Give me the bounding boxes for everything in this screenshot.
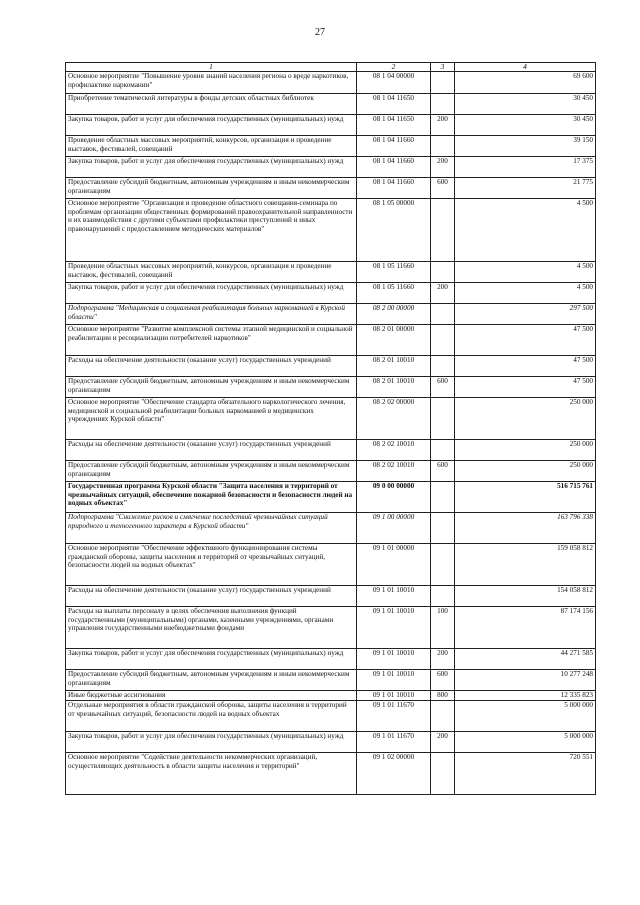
row-group [431, 440, 455, 461]
row-group: 600 [431, 178, 455, 199]
row-group [431, 325, 455, 356]
row-code: 08 1 05 11660 [357, 262, 431, 283]
row-group [431, 398, 455, 440]
budget-table [65, 62, 596, 795]
row-group [431, 94, 455, 115]
row-group [431, 701, 455, 732]
row-name: Основное мероприятие "Обеспечение эффективного функционирования системы гражданской обороны, защиты населения и территорий от чрезвычайных ситуаций, безопасности людей на водных объектах" [66, 544, 357, 586]
row-code: 08 1 05 11660 [357, 283, 431, 304]
row-group: 600 [431, 377, 455, 398]
row-amount: 5 000 000 [455, 732, 596, 753]
table-row [66, 544, 596, 586]
table-row [66, 586, 596, 607]
row-group: 200 [431, 115, 455, 136]
table-row [66, 178, 596, 199]
row-group [431, 544, 455, 586]
row-name: Основное мероприятие "Развитие комплексной системы этапной медицинской и социальной реабилитации и ресоциализации потребителей наркотиков" [66, 325, 357, 356]
row-amount: 4 500 [455, 262, 596, 283]
row-amount: 87 174 156 [455, 607, 596, 649]
row-amount: 5 000 000 [455, 701, 596, 732]
row-group: 600 [431, 670, 455, 691]
table-row [66, 461, 596, 482]
row-code: 08 1 04 11650 [357, 115, 431, 136]
row-group [431, 356, 455, 377]
row-name: Предоставление субсидий бюджетным, автономным учреждениям и иным некоммерческим организациям [66, 377, 357, 398]
row-group: 800 [431, 691, 455, 701]
row-name: Предоставление субсидий бюджетным, автономным учреждениям и иным некоммерческим организациям [66, 178, 357, 199]
row-amount: 69 600 [455, 72, 596, 94]
row-amount: 163 796 338 [455, 513, 596, 544]
row-name: Предоставление субсидий бюджетным, автономным учреждениям и иным некоммерческим организациям [66, 670, 357, 691]
column-header: 4 [455, 63, 596, 72]
row-code: 09 1 01 10010 [357, 691, 431, 701]
row-code: 08 1 04 11660 [357, 136, 431, 157]
row-group [431, 136, 455, 157]
row-amount: 720 551 [455, 753, 596, 795]
table-row [66, 356, 596, 377]
row-code: 09 1 01 11670 [357, 701, 431, 732]
row-group [431, 199, 455, 262]
row-name: Закупка товаров, работ и услуг для обеспечения государственных (муниципальных) нужд [66, 649, 357, 670]
row-amount: 44 271 585 [455, 649, 596, 670]
table-row [66, 199, 596, 262]
table-row [66, 691, 596, 701]
row-code: 09 1 01 00000 [357, 544, 431, 586]
row-name: Основное мероприятие "Организация и проведение областного совещания-семинара по проблемам организации общественных формирований правоохранительной направленности и их взаимодействия с другими субъектами профилактики преступлений и иных правонарушений с предоставлением методических материалов" [66, 199, 357, 262]
row-name: Предоставление субсидий бюджетным, автономным учреждениям и иным некоммерческим организациям [66, 461, 357, 482]
row-name: Основное мероприятие "Содействие деятельности некоммерческих организаций, осуществляющих деятельность в области защиты населения и территорий" [66, 753, 357, 795]
row-amount: 4 500 [455, 199, 596, 262]
table-row [66, 136, 596, 157]
row-name: Государственная программа Курской области "Защита населения и территорий от чрезвычайных ситуаций, обеспечение пожарной безопасности и безопасности людей на водных объектах" [66, 482, 357, 513]
row-name: Подпрограмма "Медицинская и социальная реабилитация больных наркоманией в Курской области" [66, 304, 357, 325]
row-amount: 297 500 [455, 304, 596, 325]
row-group [431, 482, 455, 513]
row-name: Иные бюджетные ассигнования [66, 691, 357, 701]
row-code: 08 2 01 10010 [357, 356, 431, 377]
row-code: 08 1 04 00000 [357, 72, 431, 94]
row-code: 09 1 01 10010 [357, 586, 431, 607]
row-group: 200 [431, 283, 455, 304]
row-group: 200 [431, 157, 455, 178]
row-group: 200 [431, 649, 455, 670]
row-group [431, 513, 455, 544]
table-row [66, 753, 596, 795]
row-name: Закупка товаров, работ и услуг для обеспечения государственных (муниципальных) нужд [66, 283, 357, 304]
row-code: 08 2 02 10010 [357, 461, 431, 482]
row-code: 09 1 01 10010 [357, 670, 431, 691]
row-amount: 12 335 823 [455, 691, 596, 701]
table-row [66, 283, 596, 304]
row-code: 09 1 01 11670 [357, 732, 431, 753]
page-number: 27 [315, 27, 325, 38]
row-name: Расходы на обеспечение деятельности (оказание услуг) государственных учреждений [66, 586, 357, 607]
table-row [66, 157, 596, 178]
row-amount: 17 375 [455, 157, 596, 178]
row-code: 08 2 01 00000 [357, 325, 431, 356]
row-amount: 250 000 [455, 398, 596, 440]
table-row [66, 649, 596, 670]
row-amount: 30 450 [455, 115, 596, 136]
header-row [66, 63, 596, 72]
row-name: Приобретение тематической литературы в фонды детских областных библиотек [66, 94, 357, 115]
row-group [431, 304, 455, 325]
table-row [66, 94, 596, 115]
row-amount: 10 277 248 [455, 670, 596, 691]
row-group [431, 262, 455, 283]
row-amount: 47 500 [455, 377, 596, 398]
row-group: 100 [431, 607, 455, 649]
row-name: Закупка товаров, работ и услуг для обеспечения государственных (муниципальных) нужд [66, 115, 357, 136]
row-amount: 30 450 [455, 94, 596, 115]
table-row [66, 732, 596, 753]
table-row [66, 482, 596, 513]
table-row [66, 701, 596, 732]
row-amount: 39 150 [455, 136, 596, 157]
row-group: 200 [431, 732, 455, 753]
row-name: Закупка товаров, работ и услуг для обеспечения государственных (муниципальных) нужд [66, 157, 357, 178]
row-amount: 516 715 761 [455, 482, 596, 513]
table-row [66, 670, 596, 691]
row-name: Основное мероприятие "Обеспечение стандарта обязательного наркологического лечения, медицинской и социальной реабилитации больных наркоманией в медицинских учреждениях Курской области" [66, 398, 357, 440]
table-row [66, 325, 596, 356]
table-row [66, 398, 596, 440]
row-code: 08 1 04 11660 [357, 178, 431, 199]
table-row [66, 513, 596, 544]
row-group [431, 72, 455, 94]
row-code: 08 2 02 00000 [357, 398, 431, 440]
row-code: 09 1 02 00000 [357, 753, 431, 795]
row-amount: 47 500 [455, 325, 596, 356]
row-amount: 159 058 812 [455, 544, 596, 586]
row-group: 600 [431, 461, 455, 482]
row-amount: 250 000 [455, 461, 596, 482]
row-code: 08 1 05 00000 [357, 199, 431, 262]
row-name: Расходы на обеспечение деятельности (оказание услуг) государственных учреждений [66, 440, 357, 461]
row-code: 08 2 02 10010 [357, 440, 431, 461]
column-header: 2 [357, 63, 431, 72]
table-row [66, 115, 596, 136]
row-name: Проведение областных массовых мероприятий, конкурсов, организация и проведение выставок, фестивалей, совещаний [66, 136, 357, 157]
row-group [431, 753, 455, 795]
column-header: 1 [66, 63, 357, 72]
row-amount: 4 500 [455, 283, 596, 304]
table-row [66, 377, 596, 398]
row-code: 09 1 00 00000 [357, 513, 431, 544]
table-row [66, 304, 596, 325]
row-name: Расходы на выплаты персоналу в целях обеспечения выполнения функций государственными (муниципальными) органами, казенными учреждениями, органами управления государственными внебюджетными фондами [66, 607, 357, 649]
row-amount: 21 775 [455, 178, 596, 199]
row-name: Отдельные мероприятия в области гражданской обороны, защиты населения и территорий от чрезвычайных ситуаций, безопасности людей на водных объектах [66, 701, 357, 732]
table-row [66, 607, 596, 649]
row-code: 09 0 00 00000 [357, 482, 431, 513]
row-code: 08 2 01 10010 [357, 377, 431, 398]
row-code: 09 1 01 10010 [357, 649, 431, 670]
row-code: 09 1 01 10010 [357, 607, 431, 649]
row-amount: 47 500 [455, 356, 596, 377]
row-amount: 154 058 812 [455, 586, 596, 607]
row-name: Основное мероприятие "Повышение уровня знаний населения региона о вреде наркотиков, профилактике наркомании" [66, 72, 357, 94]
row-code: 08 1 04 11660 [357, 157, 431, 178]
row-group [431, 586, 455, 607]
row-name: Расходы на обеспечение деятельности (оказание услуг) государственных учреждений [66, 356, 357, 377]
row-name: Подпрограмма "Снижение рисков и смягчение последствий чрезвычайных ситуаций природного и техногенного характера в Курской области" [66, 513, 357, 544]
row-code: 08 2 00 00000 [357, 304, 431, 325]
row-name: Закупка товаров, работ и услуг для обеспечения государственных (муниципальных) нужд [66, 732, 357, 753]
table-row [66, 262, 596, 283]
column-header: 3 [431, 63, 455, 72]
table-row [66, 72, 596, 94]
table-row [66, 440, 596, 461]
row-code: 08 1 04 11650 [357, 94, 431, 115]
row-name: Проведение областных массовых мероприятий, конкурсов, организация и проведение выставок, фестивалей, совещаний [66, 262, 357, 283]
row-amount: 250 000 [455, 440, 596, 461]
